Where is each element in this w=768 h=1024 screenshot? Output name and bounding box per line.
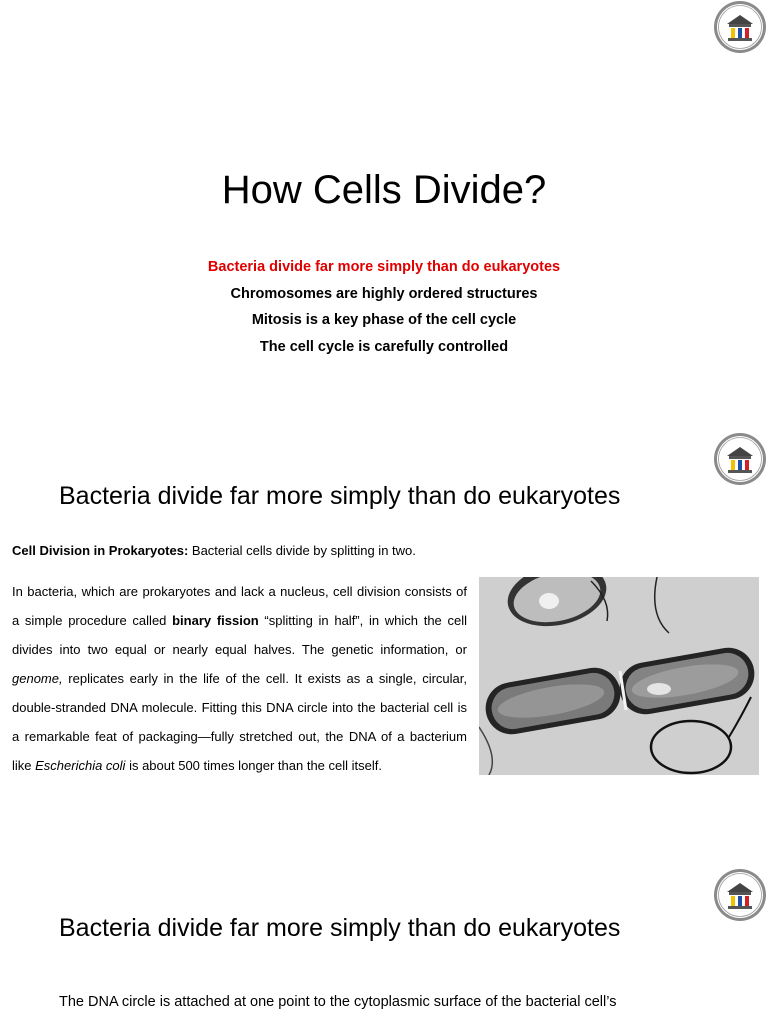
body-paragraph bbox=[12, 577, 467, 780]
text-run: “splitting in half”, in which the cell divides into two equal or nearly equal halves. The genetic information, or bbox=[12, 613, 467, 657]
agenda-list bbox=[0, 254, 768, 360]
university-seal-icon bbox=[713, 432, 767, 486]
slide-title: How Cells Divide? bbox=[221, 168, 547, 212]
body-paragraph: The DNA circle is attached at one point to the cytoplasmic surface of the bacterial cell’s bbox=[59, 994, 617, 1010]
text-run: is about 500 times longer than the cell itself. bbox=[125, 758, 382, 773]
agenda-item: Mitosis is a key phase of the cell cycle bbox=[251, 312, 517, 328]
agenda-item: The cell cycle is carefully controlled bbox=[259, 338, 509, 355]
term-genome: genome, bbox=[12, 671, 63, 686]
agenda-item: Chromosomes are highly ordered structures bbox=[230, 285, 538, 302]
slide-title: Bacteria divide far more simply than do eukaryotes bbox=[59, 914, 621, 942]
university-seal-icon bbox=[713, 868, 767, 922]
university-seal-icon bbox=[713, 0, 767, 54]
lead-heading: Cell Division in Prokaryotes: bbox=[12, 543, 189, 558]
text-run: In bacteria, which are prokaryotes and lack a nucleus, cell division consists of a simple procedure called bbox=[12, 584, 467, 628]
agenda-item: Bacteria divide far more simply than do eukaryotes bbox=[207, 259, 561, 275]
content-slide bbox=[0, 848, 768, 1024]
content-slide bbox=[0, 418, 768, 848]
title-slide bbox=[0, 0, 768, 418]
slide-title: Bacteria divide far more simply than do eukaryotes bbox=[59, 482, 621, 510]
lead-sentence bbox=[12, 543, 416, 558]
term-binary-fission: binary fission bbox=[172, 613, 259, 628]
text-run: replicates early in the life of the cell. It exists as a single, circular, double-stranded DNA molecule. Fitting this DNA circle into the bacterial cell is a remarkable feat of packaging—fully stretched out, the DNA of a bacterium like bbox=[12, 671, 467, 773]
bacteria-micrograph bbox=[479, 577, 759, 775]
term-escherichia-coli: Escherichia coli bbox=[35, 758, 126, 773]
lead-text: Bacterial cells divide by splitting in two. bbox=[188, 543, 416, 558]
